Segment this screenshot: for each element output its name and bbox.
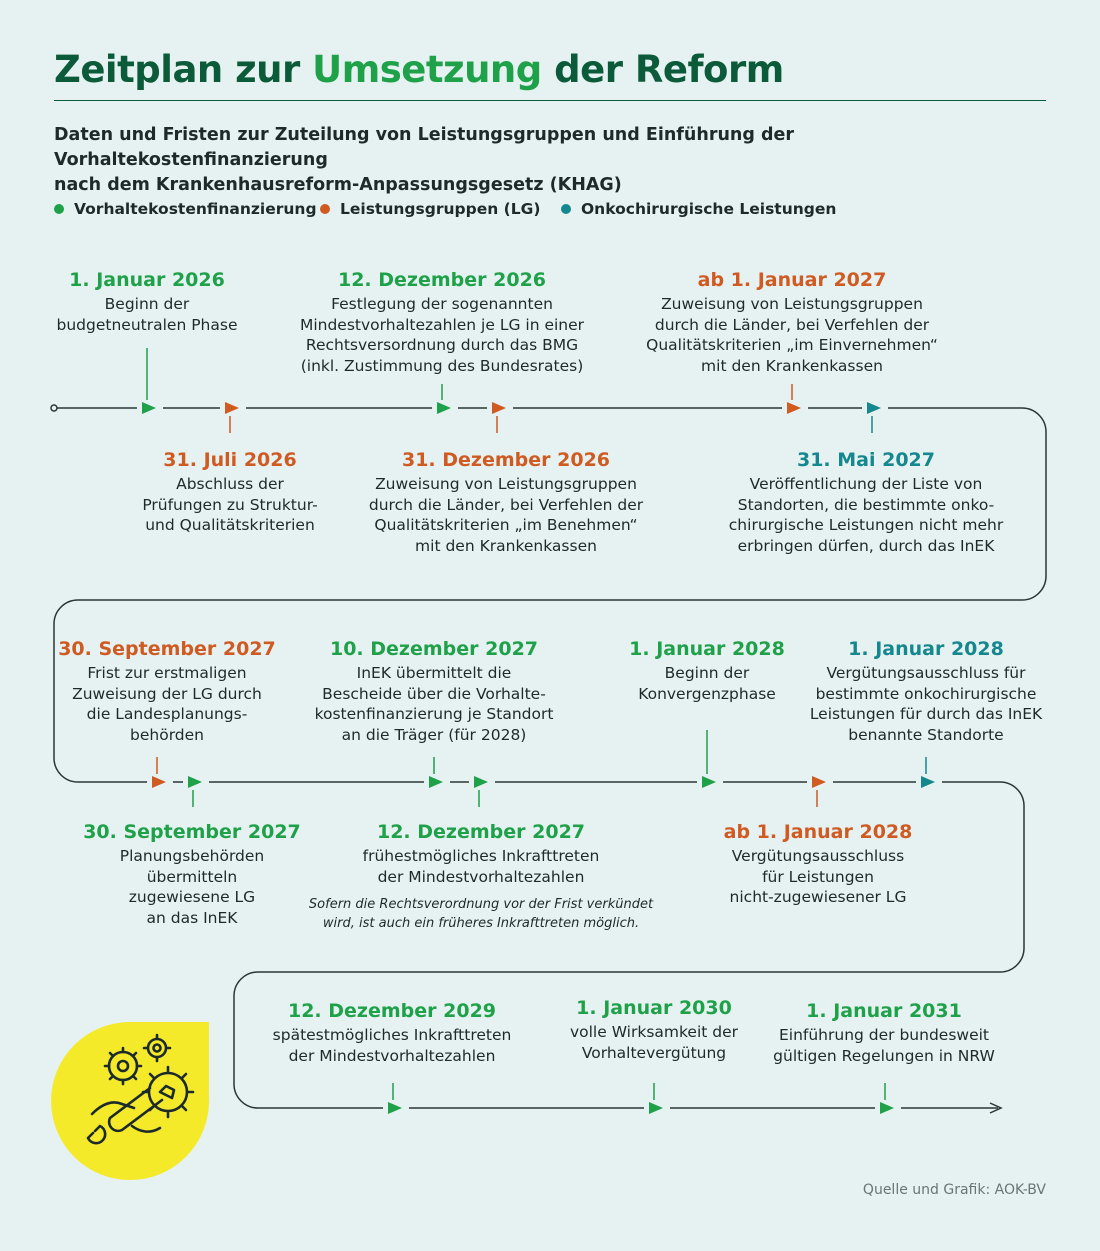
event-line: Planungsbehörden: [119, 847, 265, 865]
event-line: Zuweisung von Leistungsgruppen: [375, 475, 637, 493]
event-line: mit den Krankenkassen: [701, 356, 883, 375]
event-line: zugewiesene LG: [128, 888, 256, 906]
event-line: Leistungen für durch das InEK: [809, 705, 1043, 723]
event-date: 31. Dezember 2026: [401, 449, 611, 471]
event-date: 12. Dezember 2027: [376, 821, 586, 843]
event-line: die Landesplanungs-: [86, 705, 248, 723]
title-accent: Umsetzung: [312, 48, 542, 91]
timeline-event: [309, 821, 653, 933]
event-description: [83, 846, 301, 928]
event-date: ab 1. Januar 2028: [723, 821, 913, 843]
footnote-line: Sofern die Rechtsverordnung vor der Frist verkündet: [308, 897, 654, 912]
event-date: ab 1. Januar 2027: [697, 269, 887, 291]
event-line: Beginn der: [104, 295, 190, 313]
event-line: der Mindestvorhaltezahlen: [288, 1046, 496, 1065]
event-line: Vergütungsausschluss: [731, 847, 905, 865]
timeline-event: [810, 638, 1042, 745]
timeline-marker: [644, 1083, 670, 1116]
event-date: 31. Mai 2027: [796, 449, 936, 471]
timeline-marker: [862, 400, 888, 433]
legend-label: Leistungsgruppen (LG): [340, 200, 541, 218]
event-description: [309, 846, 653, 887]
event-line: Einführung der bundesweit: [778, 1026, 990, 1044]
timeline-event: [273, 1000, 512, 1066]
event-line: mit den Krankenkassen: [415, 536, 597, 555]
event-line: Qualitätskriterien „im Einvernehmen“: [646, 336, 938, 354]
event-line: an die Träger (für 2028): [341, 725, 527, 744]
event-line: frühestmögliches Inkrafttreten: [362, 847, 600, 865]
legend-label: Vorhaltekostenfinanzierung: [74, 200, 317, 218]
timeline-marker: [807, 774, 833, 807]
event-line: und Qualitätskriterien: [145, 516, 315, 534]
timeline-marker: [697, 730, 723, 790]
event-line: Frist zur erstmaligen: [87, 664, 247, 682]
event-line: übermitteln: [146, 867, 238, 886]
timeline-marker: [183, 774, 209, 807]
event-date: 12. Dezember 2026: [337, 269, 547, 291]
event-line: Prüfungen zu Struktur-: [142, 495, 318, 514]
footnote-line: wird, ist auch ein früheres Inkrafttreten möglich.: [322, 916, 640, 931]
subtitle-line-1: Daten und Fristen zur Zuteilung von Leistungsgruppen und Einführung der Vorhaltekostenfinanzierung: [54, 125, 795, 170]
event-description: [810, 663, 1042, 745]
event-line: Bescheide über die Vorhalte-: [322, 684, 546, 703]
timeline-marker: [147, 757, 173, 790]
event-line: erbringen dürfen, durch das InEK: [737, 536, 995, 555]
timeline-event: [729, 449, 1003, 556]
event-description: [724, 846, 913, 908]
event-footnote: [309, 895, 653, 933]
event-date: 30. September 2027: [58, 638, 276, 660]
gears-wrench-icon: [51, 1022, 209, 1180]
timeline-event: [300, 269, 584, 376]
event-line: Rechtsversordnung durch das BMG: [305, 336, 579, 354]
event-description: [629, 663, 785, 704]
timeline-event: [629, 638, 785, 704]
event-date: 1. Januar 2028: [848, 638, 1004, 660]
event-line: Zuweisung der LG durch: [72, 684, 262, 703]
timeline-event: [646, 269, 938, 376]
timeline-event: [58, 638, 276, 745]
event-line: InEK übermittelt die: [356, 664, 512, 682]
timeline-marker: [916, 757, 942, 790]
timeline-event: [369, 449, 643, 556]
event-description: [646, 294, 938, 376]
timeline-event: [57, 269, 238, 335]
timeline-marker: [220, 400, 246, 433]
event-line: Qualitätskriterien „im Benehmen“: [374, 516, 638, 534]
timeline-event: [724, 821, 913, 908]
timeline-start-dot: [51, 405, 57, 411]
event-description: [729, 474, 1003, 556]
timeline-marker: [782, 384, 808, 416]
event-line: Vorhaltevergütung: [581, 1043, 727, 1062]
title-part2: der Reform: [541, 48, 784, 91]
timeline-marker: [875, 1083, 901, 1116]
timeline-marker: [487, 400, 513, 433]
timeline-marker: [469, 774, 495, 807]
timeline-event: [83, 821, 301, 928]
legend-label: Onkochirurgische Leistungen: [581, 200, 837, 218]
event-date: 30. September 2027: [83, 821, 301, 843]
event-description: [57, 294, 238, 335]
event-date: 1. Januar 2026: [69, 269, 225, 291]
event-line: behörden: [130, 725, 204, 744]
event-date: 1. Januar 2028: [629, 638, 785, 660]
event-description: [58, 663, 276, 745]
event-line: volle Wirksamkeit der: [569, 1023, 739, 1041]
event-line: gültigen Regelungen in NRW: [773, 1046, 995, 1065]
timeline-event: [773, 1000, 995, 1066]
event-line: durch die Länder, bei Verfehlen der: [654, 315, 930, 334]
event-line: Beginn der: [664, 664, 750, 682]
event-line: an das InEK: [146, 908, 238, 927]
event-line: bestimmte onkochirurgische: [815, 684, 1037, 703]
event-description: [273, 1025, 512, 1066]
source-credit: Quelle und Grafik: AOK-BV: [862, 1182, 1046, 1198]
event-line: Veröffentlichung der Liste von: [749, 475, 983, 493]
event-description: [773, 1025, 995, 1066]
event-description: [315, 663, 554, 745]
event-date: 1. Januar 2031: [806, 1000, 962, 1022]
event-date: 31. Juli 2026: [163, 449, 297, 471]
title-part1: Zeitplan zur: [54, 48, 313, 91]
event-date: 10. Dezember 2027: [329, 638, 539, 660]
event-description: [570, 1022, 738, 1063]
event-line: durch die Länder, bei Verfehlen der: [368, 495, 644, 514]
timeline-marker: [383, 1083, 409, 1116]
event-description: [142, 474, 317, 536]
timeline-event: [142, 449, 317, 536]
event-line: budgetneutralen Phase: [56, 315, 238, 334]
timeline-marker: [424, 757, 450, 790]
event-line: für Leistungen: [762, 867, 874, 886]
event-line: Zuweisung von Leistungsgruppen: [661, 295, 923, 313]
event-line: Mindestvorhaltezahlen je LG in einer: [299, 315, 585, 334]
event-date: 1. Januar 2030: [576, 997, 732, 1019]
event-line: Abschluss der: [176, 475, 284, 493]
event-description: [369, 474, 643, 556]
event-line: (inkl. Zustimmung des Bundesrates): [300, 356, 584, 375]
timeline-marker: [137, 348, 163, 416]
timeline-marker: [432, 384, 458, 416]
event-line: kostenfinanzierung je Standort: [314, 705, 554, 723]
timeline-event: [315, 638, 554, 745]
event-line: spätestmögliches Inkrafttreten: [272, 1026, 512, 1044]
event-line: der Mindestvorhaltezahlen: [377, 867, 585, 886]
event-line: Festlegung der sogenannten: [331, 295, 553, 313]
event-line: chirurgische Leistungen nicht mehr: [728, 516, 1004, 534]
event-line: Vergütungsausschluss für: [826, 664, 1026, 682]
event-line: Konvergenzphase: [638, 684, 776, 703]
event-line: Standorten, die bestimmte onko-: [737, 495, 995, 514]
event-line: benannte Standorte: [848, 725, 1004, 744]
event-date: 12. Dezember 2029: [287, 1000, 497, 1022]
subtitle-line-2: nach dem Krankenhausreform-Anpassungsgesetz (KHAG): [54, 175, 622, 195]
event-description: [300, 294, 584, 376]
event-line: nicht-zugewiesener LG: [729, 888, 907, 906]
timeline-event: [570, 997, 738, 1063]
